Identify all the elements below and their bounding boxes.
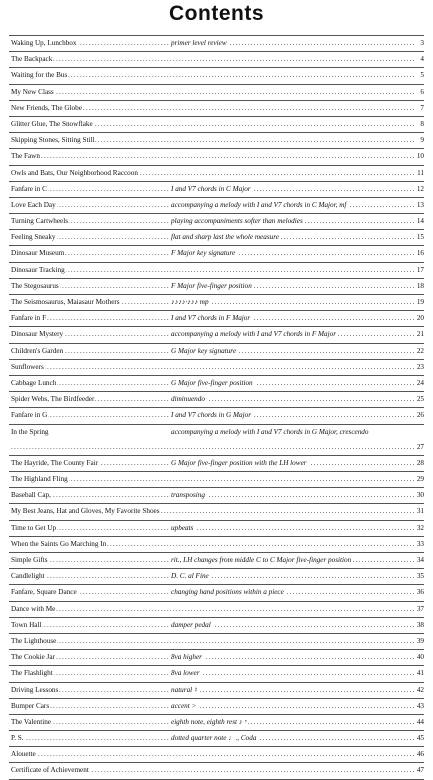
toc-entry-description: I and V7 chords in G Major [169, 408, 253, 423]
toc-entry-page: 34 [415, 553, 424, 568]
toc-entry-page: 8 [418, 117, 424, 132]
toc-entry-description: playing accompaniments softer than melodies [169, 214, 305, 229]
toc-entry-title: The Seismosaurus, Maiasaur Mothers [11, 295, 121, 310]
toc-entry-page: 21 [415, 327, 424, 342]
toc-entry-title: My Best Jeans, Hat and Gloves, My Favorite Shoes [11, 504, 161, 519]
toc-entry-page: 44 [415, 715, 424, 730]
toc-entry-title: Glitter Glue, The Snowflake [11, 117, 94, 132]
toc-entry-title: Alouette [11, 747, 37, 762]
toc-entry-title: Love Each Day [11, 198, 57, 213]
toc-entry-title: Fanfare in G [11, 408, 48, 423]
toc-entry-page: 43 [415, 699, 424, 714]
toc-entry-page: 37 [415, 602, 424, 617]
leader-dots [11, 747, 414, 762]
toc-entry-page: 27 [415, 440, 424, 455]
toc-entry-page: 7 [418, 101, 424, 116]
toc-entry-title: Town Hall [11, 618, 42, 633]
leader-dots [11, 360, 414, 375]
toc-entry-description: accent > [169, 699, 198, 714]
leader-dots [11, 521, 414, 536]
toc-entry-description: primer level review [169, 36, 229, 51]
toc-entry-description: eighth note, eighth rest ♪ 𝄾 [169, 715, 248, 730]
toc-entry [9, 182, 424, 198]
toc-entry-title: Fanfare in C [11, 182, 48, 197]
toc-entry-description: I and V7 chords in F Major [169, 311, 252, 326]
toc-entry-page: 18 [415, 279, 424, 294]
leader-dots [11, 472, 414, 487]
toc-entry-page: 39 [415, 634, 424, 649]
toc-entry-title: The Lighthouse [11, 634, 57, 649]
toc-entry-description: changing hand positions within a piece [169, 585, 286, 600]
toc-entry-description: ♪♪♪♪·♪♪♪ mp [169, 295, 211, 310]
toc-entry-title: Time to Get Up [11, 521, 57, 536]
toc-entry-description: accompanying a melody with I and V7 chords in C Major, mf [169, 198, 348, 213]
toc-entry-title: Simple Gifts [11, 553, 49, 568]
toc-entry-description: flat and sharp last the whole measure [169, 230, 281, 245]
toc-entry-page: 9 [418, 133, 424, 148]
toc-entry-page: 20 [415, 311, 424, 326]
toc-entry [9, 456, 424, 472]
leader-dots [11, 488, 414, 503]
leader-dots [11, 569, 414, 584]
toc-entry [9, 504, 424, 520]
toc-entry [9, 327, 424, 343]
toc-entry [9, 634, 424, 650]
toc-entry-page: 42 [415, 683, 424, 698]
toc-entry [9, 392, 424, 408]
toc-entry-page: 16 [415, 246, 424, 261]
toc-entry-page: 17 [415, 263, 424, 278]
toc-entry-page: 30 [415, 488, 424, 503]
toc-entry-page: 24 [415, 376, 424, 391]
toc-entry-title: Fanfare, Square Dance [11, 585, 78, 600]
toc-entry [9, 117, 424, 133]
toc-entry [9, 521, 424, 537]
toc-entry [9, 133, 424, 149]
toc-entry-title: Children's Garden [11, 344, 64, 359]
toc-entry-page: 26 [415, 408, 424, 423]
toc-entry [9, 360, 424, 376]
toc-entry [9, 683, 424, 699]
toc-entry-title: Candlelight [11, 569, 46, 584]
toc-entry [9, 408, 424, 424]
toc-entry-description: G Major five-finger position [169, 376, 255, 391]
toc-entry-page: 45 [415, 731, 424, 746]
toc-entry [9, 425, 424, 456]
toc-entry-page: 40 [415, 650, 424, 665]
toc-entry-page: 15 [415, 230, 424, 245]
toc-entry [9, 198, 424, 214]
toc-entry-page: 14 [415, 214, 424, 229]
toc-entry [9, 101, 424, 117]
toc-entry [9, 699, 424, 715]
toc-entry [9, 488, 424, 504]
toc-entry-title: Dinosaur Mystery [11, 327, 64, 342]
table-of-contents [9, 35, 424, 780]
toc-entry-title: Dinosaur Tracking [11, 263, 66, 278]
leader-dots [11, 683, 414, 698]
toc-entry-description: diminuendo [169, 392, 207, 407]
toc-entry-title: The Fawn [11, 149, 41, 164]
toc-entry [9, 763, 424, 779]
toc-entry-page: 23 [415, 360, 424, 375]
toc-entry [9, 602, 424, 618]
page-title: Contents [169, 2, 264, 25]
leader-dots [11, 699, 414, 714]
toc-entry [9, 376, 424, 392]
toc-entry-title: Baseball Cap, [11, 488, 52, 503]
toc-entry-description: transposing [169, 488, 207, 503]
toc-entry [9, 472, 424, 488]
toc-entry-page: 6 [418, 85, 424, 100]
toc-entry-page: 47 [415, 763, 424, 778]
toc-entry-title: Skipping Stones, Sitting Still [11, 133, 95, 148]
toc-entry-page: 22 [415, 344, 424, 359]
toc-entry-title: The Flashlight [11, 666, 54, 681]
toc-entry-page: 38 [415, 618, 424, 633]
toc-entry-page: 36 [415, 585, 424, 600]
toc-entry-title: Bumper Cars [11, 699, 50, 714]
toc-entry-title: Cabbage Lunch [11, 376, 57, 391]
toc-entry-page: 28 [415, 456, 424, 471]
toc-entry [9, 52, 424, 68]
leader-dots [11, 85, 414, 100]
toc-entry-title: Waiting for the Bus [11, 68, 68, 83]
toc-entry [9, 650, 424, 666]
toc-entry [9, 263, 424, 279]
toc-entry-title: Dinosaur Museum [11, 246, 65, 261]
toc-entry-title: New Friends, The Globe [11, 101, 83, 116]
toc-entry-description: I and V7 chords in C Major [169, 182, 253, 197]
toc-entry [9, 230, 424, 246]
toc-entry-title: The Hayride, The County Fair [11, 456, 99, 471]
toc-entry-page: 3 [418, 36, 424, 51]
toc-entry [9, 85, 424, 101]
toc-entry-title: Driving Lessons [11, 683, 59, 698]
toc-entry-description: rit., LH changes from middle C to C Major five-finger position [169, 553, 353, 568]
toc-entry [9, 214, 424, 230]
toc-entry-title: When the Saints Go Marching In [11, 537, 107, 552]
toc-entry-page: 10 [415, 149, 424, 164]
toc-entry [9, 731, 424, 747]
toc-entry-title: Dance with Me [11, 602, 56, 617]
toc-entry-description: F Major five-finger position [169, 279, 254, 294]
toc-entry [9, 537, 424, 553]
toc-entry-description: damper pedal [169, 618, 213, 633]
toc-entry-description: F Major key signature [169, 246, 237, 261]
leader-dots [11, 650, 414, 665]
toc-entry [9, 569, 424, 585]
toc-entry-title: P. S. [11, 731, 25, 746]
toc-entry [9, 246, 424, 262]
leader-dots [11, 666, 414, 681]
leader-dots [11, 634, 414, 649]
toc-entry-page: 31 [415, 504, 424, 519]
leader-dots [11, 602, 414, 617]
toc-entry-page: 19 [415, 295, 424, 310]
toc-entry [9, 585, 424, 601]
toc-entry [9, 295, 424, 311]
toc-entry-page: 35 [415, 569, 424, 584]
toc-entry [9, 166, 424, 182]
toc-entry-page: 41 [415, 666, 424, 681]
toc-entry-description: accompanying a melody with I and V7 chords in G Major, crescendo [169, 426, 408, 439]
toc-entry-title: In the Spring [11, 425, 50, 440]
toc-entry-title: Feeling Sneaky [11, 230, 57, 245]
toc-entry-page: 4 [418, 52, 424, 67]
toc-entry-title: Spider Webs, The Birdfeeder [11, 392, 95, 407]
toc-entry-title: The Cookie Jar [11, 650, 56, 665]
toc-entry-title: Owls and Bats, Our Neighborhood Raccoon [11, 166, 139, 181]
toc-entry [9, 35, 424, 52]
toc-entry-page: 5 [418, 68, 424, 83]
toc-entry [9, 618, 424, 634]
toc-entry-title: Turning Cartwheels [11, 214, 69, 229]
toc-entry-page: 13 [415, 198, 424, 213]
toc-entry [9, 553, 424, 569]
toc-entry-description: natural ♮ [169, 683, 199, 698]
toc-entry-title: Certificate of Achievement [11, 763, 90, 778]
toc-entry-description: dotted quarter note ♩., Coda [169, 731, 258, 746]
toc-entry-description: G Major key signature [169, 344, 238, 359]
toc-entry-title: Fanfare in F [11, 311, 47, 326]
toc-entry-title: Waking Up, Lunchbox [11, 36, 78, 51]
toc-entry-title: My New Class [11, 85, 55, 100]
toc-entry [9, 666, 424, 682]
leader-dots [11, 52, 414, 67]
toc-entry-title: The Stegosaurus [11, 279, 60, 294]
toc-entry-description: upbeats [169, 521, 195, 536]
toc-entry-description: 8va higher [169, 650, 204, 665]
toc-entry-title: The Valentine [11, 715, 52, 730]
toc-entry-page: 25 [415, 392, 424, 407]
leader-dots [11, 263, 414, 278]
toc-entry-page: 29 [415, 472, 424, 487]
toc-entry [9, 311, 424, 327]
toc-entry-description: G Major five-finger position with the LH lower [169, 456, 309, 471]
leader-dots [11, 149, 414, 164]
toc-entry-page: 46 [415, 747, 424, 762]
toc-entry [9, 149, 424, 165]
toc-entry-title: The Highland Fling [11, 472, 69, 487]
leader-dots [11, 68, 414, 83]
toc-entry-page: 12 [415, 182, 424, 197]
toc-entry-description: 8va lower [169, 666, 202, 681]
toc-entry [9, 279, 424, 295]
toc-entry [9, 715, 424, 731]
toc-entry [9, 344, 424, 360]
toc-entry-title: Sunflowers [11, 360, 45, 375]
toc-entry [9, 747, 424, 763]
toc-entry-description: accompanying a melody with I and V7 chords in F Major [169, 327, 338, 342]
toc-entry-page: 33 [415, 537, 424, 552]
toc-entry [9, 68, 424, 84]
toc-entry-description: D. C. al Fine [169, 569, 211, 584]
leader-dots [11, 440, 414, 455]
toc-entry-page: 11 [415, 166, 424, 181]
toc-entry-title: The Backpack [11, 52, 53, 67]
toc-entry-page: 32 [415, 521, 424, 536]
